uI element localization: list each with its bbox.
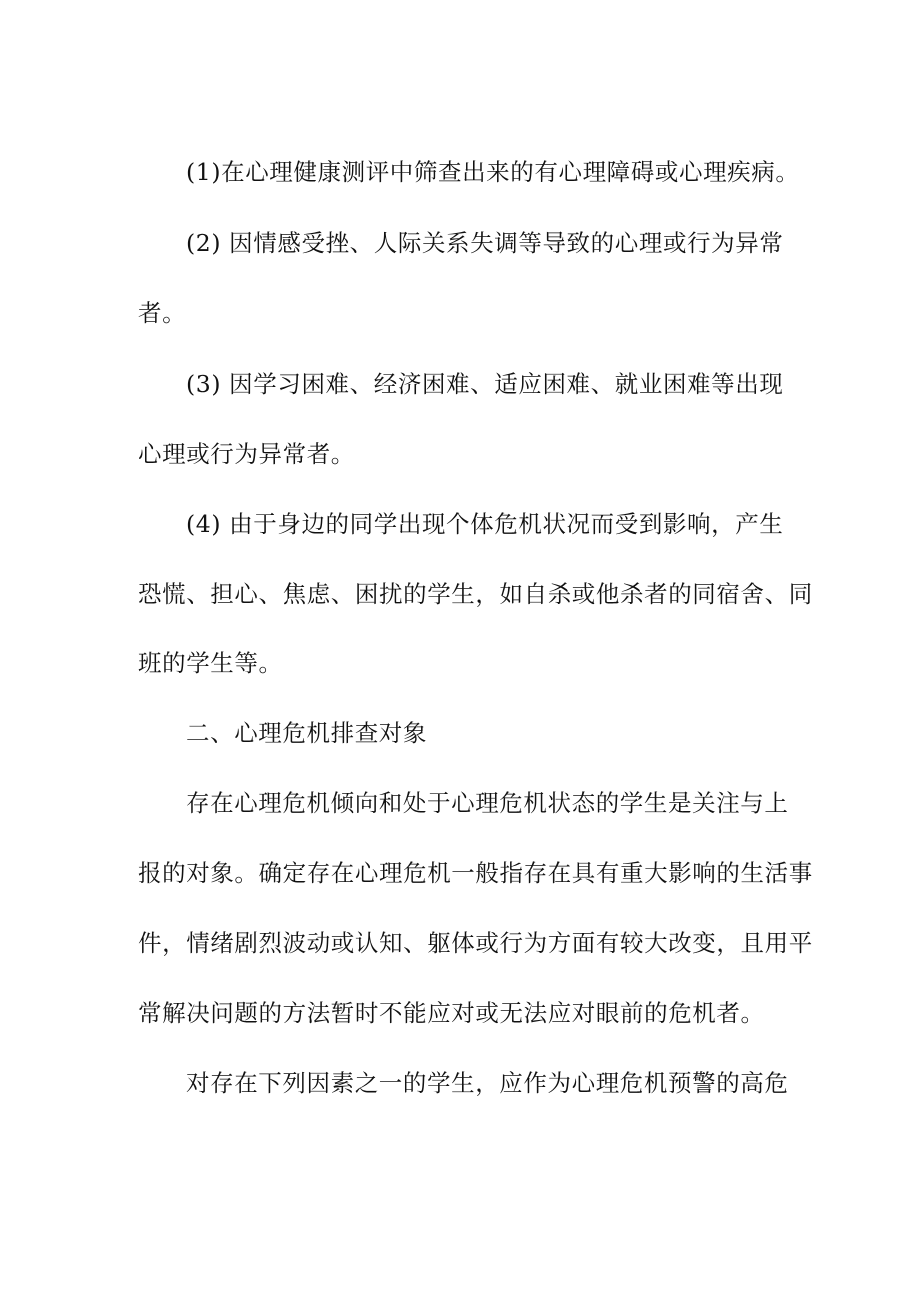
paragraph-1-line-4: 常解决问题的方法暂时不能应对或无法应对眼前的危机者。 [138, 999, 765, 1027]
paragraph-1-line-2: 报的对象。确定存在心理危机一般指存在具有重大影响的生活事 [138, 859, 813, 887]
list-item-3-line-2: 心理或行为异常者。 [138, 440, 355, 468]
list-item-4-line-1: (4) 由于身边的同学出现个体危机状况而受到影响，产生 [186, 510, 784, 538]
section-heading: 二、心理危机排查对象 [186, 719, 427, 747]
list-item-3-line-1: (3) 因学习困难、经济困难、适应困难、就业困难等出现 [186, 370, 784, 398]
list-item-4-line-2: 恐慌、担心、焦虑、困扰的学生，如自杀或他杀者的同宿舍、同 [138, 580, 813, 608]
paragraph-1-line-1: 存在心理危机倾向和处于心理危机状态的学生是关注与上 [186, 789, 789, 817]
list-item-4-line-3: 班的学生等。 [138, 649, 283, 677]
list-item-1-line-1: (1)在心理健康测评中筛查出来的有心理障碍或心理疾病。 [186, 158, 800, 186]
paragraph-1-line-3: 件，情绪剧烈波动或认知、躯体或行为方面有较大改变，且用平 [138, 929, 813, 957]
paragraph-2-line-1: 对存在下列因素之一的学生，应作为心理危机预警的高危 [186, 1069, 789, 1097]
list-item-2-line-2: 者。 [138, 299, 187, 327]
list-item-2-line-1: (2) 因情感受挫、人际关系失调等导致的心理或行为异常 [186, 229, 784, 257]
